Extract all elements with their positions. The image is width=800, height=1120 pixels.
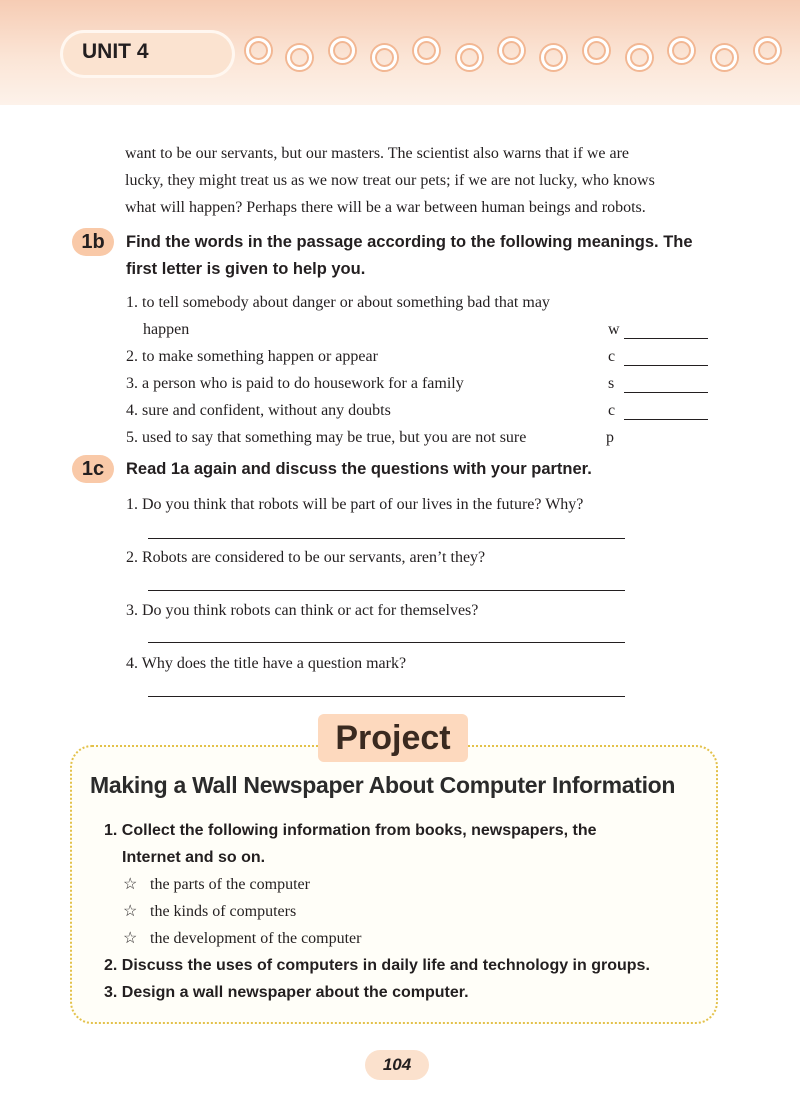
- first-letter-3: s: [608, 375, 615, 392]
- discussion-question-1: 1. Do you think that robots will be part of our lives in the future? Why?: [126, 496, 584, 513]
- answer-line-3[interactable]: [148, 642, 625, 643]
- project-bullet-2: the kinds of computers: [150, 903, 297, 920]
- passage-line-1: want to be our servants, but our masters. The scientist also warns that if we are: [125, 145, 630, 162]
- discussion-question-4: 4. Why does the title have a question mark?: [126, 655, 407, 672]
- ring-decoration: [541, 45, 566, 70]
- answer-blank-1[interactable]: [624, 338, 708, 339]
- star-icon: ☆: [123, 876, 138, 893]
- first-letter-4: c: [608, 402, 616, 419]
- exercise-1b-badge: 1b: [72, 228, 114, 256]
- answer-line-4[interactable]: [148, 696, 625, 697]
- ring-decoration: [330, 38, 355, 63]
- meaning-item-3: 3. a person who is paid to do housework for a family: [126, 375, 464, 392]
- answer-blank-3[interactable]: [624, 392, 708, 393]
- meaning-item-2: 2. to make something happen or appear: [126, 348, 378, 365]
- first-letter-1: w: [608, 321, 620, 338]
- meaning-item-1: 1. to tell somebody about danger or about something bad that may: [126, 294, 550, 311]
- star-icon: ☆: [123, 930, 138, 947]
- ring-decoration: [372, 45, 397, 70]
- project-bullet-3: the development of the computer: [150, 930, 362, 947]
- page-number: 104: [382, 1055, 412, 1074]
- meaning-item-5: 5. used to say that something may be true, but you are not sure: [126, 429, 527, 446]
- ring-decoration: [627, 45, 652, 70]
- meaning-item-4: 4. sure and confident, without any doubts: [126, 402, 391, 419]
- discussion-question-3: 3. Do you think robots can think or act for themselves?: [126, 602, 479, 619]
- meaning-item-1-continued: happen: [143, 321, 190, 338]
- first-letter-5: p: [606, 429, 614, 446]
- project-step-1-line-1: 1. Collect the following information from books, newspapers, the: [104, 822, 597, 839]
- discussion-question-2: 2. Robots are considered to be our servants, aren’t they?: [126, 549, 486, 566]
- ring-decoration: [414, 38, 439, 63]
- project-step-1-line-2: Internet and so on.: [122, 849, 266, 866]
- answer-blank-4[interactable]: [624, 419, 708, 420]
- first-letter-2: c: [608, 348, 616, 365]
- passage-line-2: lucky, they might treat us as we now treat our pets; if we are not lucky, who knows: [125, 172, 655, 189]
- answer-blank-2[interactable]: [624, 365, 708, 366]
- ring-decoration: [246, 38, 271, 63]
- ring-decoration: [755, 38, 780, 63]
- project-bullet-1: the parts of the computer: [150, 876, 310, 893]
- project-heading: Making a Wall Newspaper About Computer Information: [90, 772, 676, 798]
- passage-line-3: what will happen? Perhaps there will be a war between human beings and robots.: [125, 199, 646, 216]
- project-title: Project: [335, 719, 451, 757]
- ring-decoration: [287, 45, 312, 70]
- project-step-3: 3. Design a wall newspaper about the computer.: [104, 984, 469, 1001]
- star-icon: ☆: [123, 903, 138, 920]
- ring-decoration: [712, 45, 737, 70]
- ring-decoration: [499, 38, 524, 63]
- exercise-1c-badge: 1c: [72, 455, 114, 483]
- ring-decoration: [584, 38, 609, 63]
- unit-label: UNIT 4: [82, 40, 149, 63]
- ring-decoration: [457, 45, 482, 70]
- exercise-1c-instruction: Read 1a again and discuss the questions with your partner.: [126, 460, 592, 478]
- answer-line-1[interactable]: [148, 538, 625, 539]
- project-step-2: 2. Discuss the uses of computers in daily life and technology in groups.: [104, 957, 650, 974]
- ring-decoration: [669, 38, 694, 63]
- exercise-1b-instruction-line-1: Find the words in the passage according to the following meanings. The: [126, 233, 693, 251]
- exercise-1b-instruction-line-2: first letter is given to help you.: [126, 260, 366, 278]
- answer-line-2[interactable]: [148, 590, 625, 591]
